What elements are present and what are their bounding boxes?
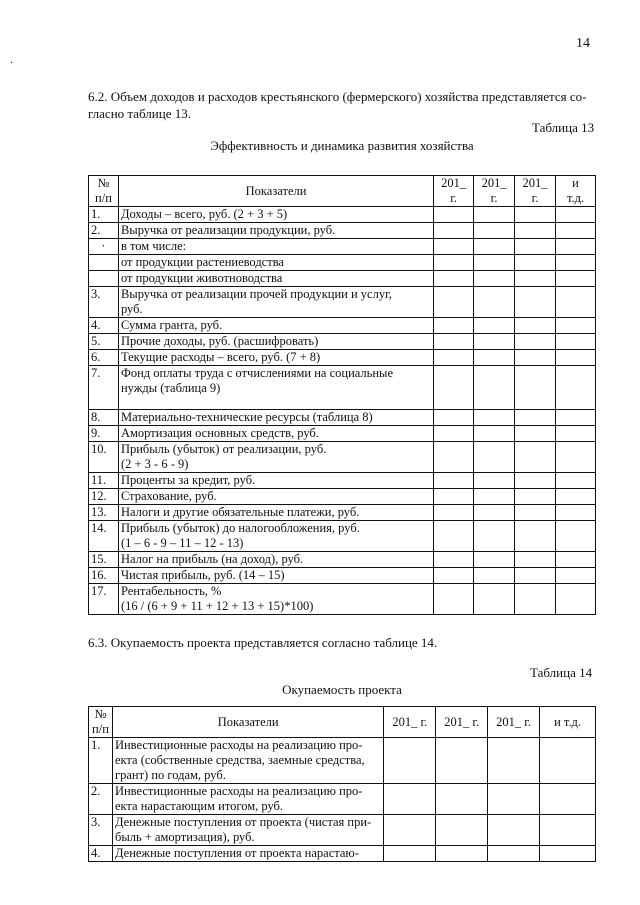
table13-header-year1: 201_ г. <box>434 176 474 207</box>
table13-label: Таблица 13 <box>532 120 595 135</box>
table14-header-year3: 201_ г. <box>488 707 540 738</box>
table13-title: Эффективность и динамика развития хозяйства <box>210 138 474 153</box>
table14-title: Окупаемость проекта <box>282 682 402 697</box>
table13-header-indicators: Показатели <box>118 176 433 207</box>
table13-header-etc: и т.д. <box>556 176 596 207</box>
table13-header-num: № п/п <box>89 176 119 207</box>
table14 <box>88 706 596 862</box>
table-row: от продукции растениеводства <box>89 255 596 271</box>
table14-header-etc: и т.д. <box>540 707 596 738</box>
table-row: · в том числе: <box>89 239 596 255</box>
table-row: 4. Денежные поступления от проекта нарастаю- <box>89 846 596 862</box>
table14-header-year2: 201_ г. <box>436 707 488 738</box>
table-row: 12. Страхование, руб. <box>89 489 596 505</box>
table14-label: Таблица 14 <box>530 665 593 680</box>
table13 <box>88 175 596 615</box>
table14-header-num: № п/п <box>89 707 113 738</box>
table-row: 7. Фонд оплаты труда с отчислениями на социальные нужды (таблица 9) <box>89 366 596 410</box>
table-row: 11. Проценты за кредит, руб. <box>89 473 596 489</box>
table-row: 1. Инвестиционные расходы на реализацию про- екта (собственные средства, заемные средства, грант) по годам, руб. <box>89 738 596 784</box>
table13-header-row <box>89 176 596 207</box>
section-6-2-line2: гласно таблице 13. <box>88 106 191 121</box>
table-row: 4. Сумма гранта, руб. <box>89 318 596 334</box>
section-6-3-paragraph: 6.3. Окупаемость проекта представляется согласно таблице 14. <box>88 635 438 650</box>
table-row: 2. Выручка от реализации продукции, руб. <box>89 223 596 239</box>
table-row: 1. Доходы – всего, руб. (2 + 3 + 5) <box>89 207 596 223</box>
table14-header-year1: 201_ г. <box>384 707 436 738</box>
table-row: 9. Амортизация основных средств, руб. <box>89 426 596 442</box>
table-row: 8. Материально-технические ресурсы (таблица 8) <box>89 410 596 426</box>
table-row: от продукции животноводства <box>89 271 596 287</box>
page-number: 14 <box>576 36 590 51</box>
table-row: 16. Чистая прибыль, руб. (14 – 15) <box>89 568 596 584</box>
stray-mark: . <box>10 52 13 66</box>
table14-header-row <box>89 707 596 738</box>
section-6-2-paragraph <box>88 88 608 122</box>
table-row: 2. Инвестиционные расходы на реализацию про- екта нарастающим итогом, руб. <box>89 784 596 815</box>
section-6-2-line1: 6.2. Объем доходов и расходов крестьянского (фермерского) хозяйства представляется со- <box>88 89 587 104</box>
table13-header-year3: 201_ г. <box>515 176 556 207</box>
table-row: 14. Прибыль (убыток) до налогообложения, руб. (1 – 6 - 9 – 11 – 12 - 13) <box>89 521 596 552</box>
table-row: 3. Денежные поступления от проекта (чистая при- быль + амортизация), руб. <box>89 815 596 846</box>
table13-header-year2: 201_ г. <box>474 176 515 207</box>
table-row: 15. Налог на прибыль (на доход), руб. <box>89 552 596 568</box>
table-row: 3. Выручка от реализации прочей продукции и услуг, руб. <box>89 287 596 318</box>
table-row: 17. Рентабельность, % (16 / (6 + 9 + 11 + 12 + 13 + 15)*100) <box>89 584 596 615</box>
table-row: 5. Прочие доходы, руб. (расшифровать) <box>89 334 596 350</box>
table14-header-indicators: Показатели <box>112 707 383 738</box>
table-row: 6. Текущие расходы – всего, руб. (7 + 8) <box>89 350 596 366</box>
table-row: 13. Налоги и другие обязательные платежи, руб. <box>89 505 596 521</box>
table-row: 10. Прибыль (убыток) от реализации, руб. (2 + 3 - 6 - 9) <box>89 442 596 473</box>
